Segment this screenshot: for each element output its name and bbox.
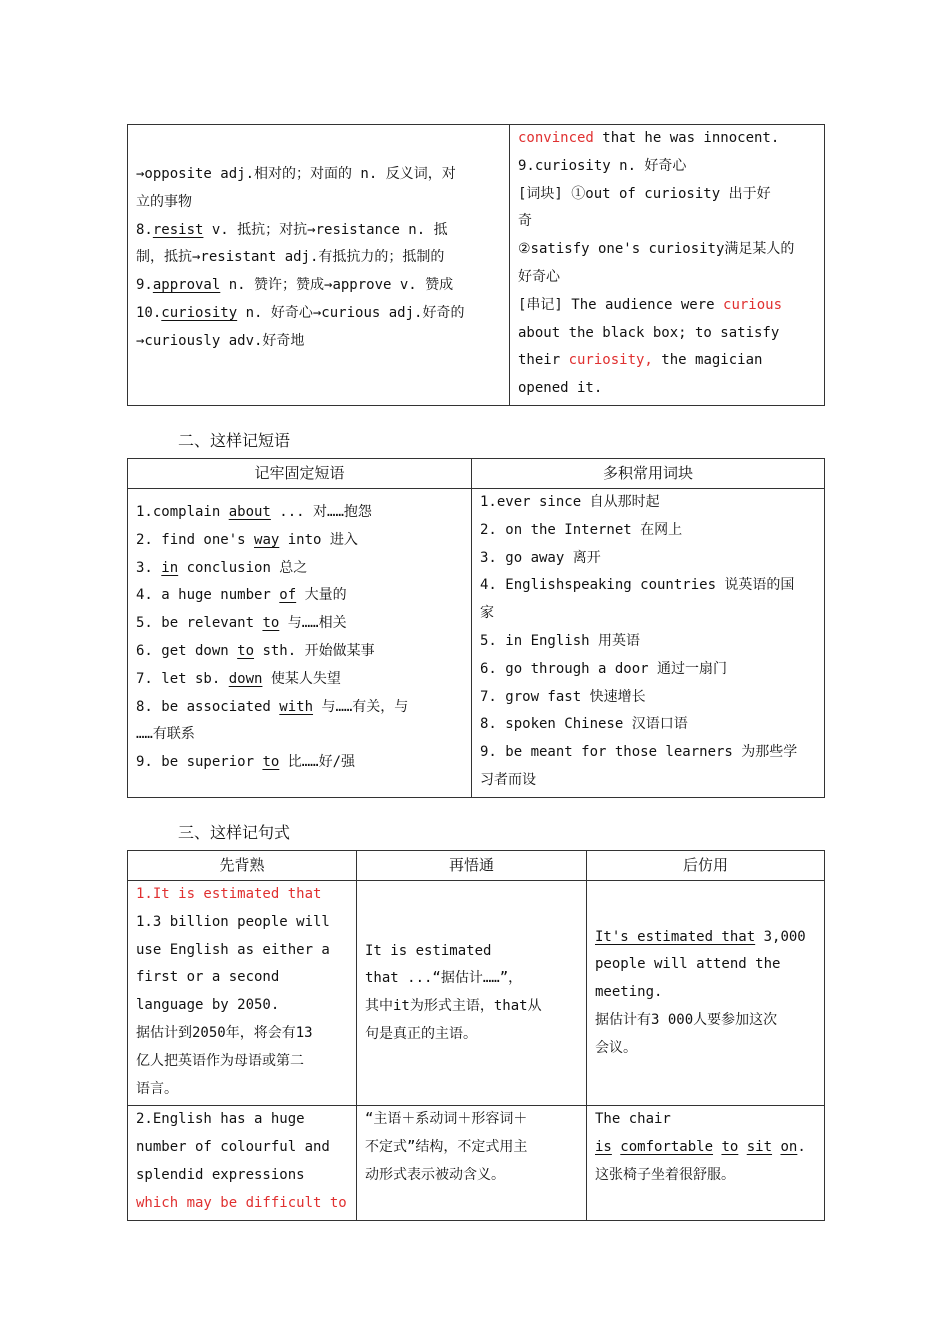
sentence-line: language by 2050. <box>136 997 280 1014</box>
example-line: opened it. <box>518 380 603 397</box>
phrase-text: 6. get down <box>136 642 238 659</box>
chunk-item: 7. grow fast 快速增长 <box>480 688 646 705</box>
phrase-blank: of <box>279 587 297 604</box>
imitation-blank: comfortable <box>620 1139 714 1156</box>
imitation-blank: is <box>595 1139 612 1156</box>
column-header: 先背熟 <box>128 851 357 881</box>
phrase-text: 1.complain <box>136 504 229 520</box>
phrase-text: conclusion 总之 <box>178 559 308 576</box>
phrase-item <box>136 749 463 777</box>
vocab-line: 9.curiosity n. 好奇心 <box>518 157 687 174</box>
explanation-line: “主语＋系动词＋形容词＋ <box>365 1111 528 1128</box>
example-line: [串记] The audience were curious <box>518 296 783 313</box>
imitation-blank: sit <box>746 1139 773 1156</box>
explanation-line: 不定式”结构，不定式用主 <box>365 1139 528 1156</box>
example-line: convinced that he was innocent. <box>518 130 780 146</box>
explanation-line: 句是真正的主语。 <box>365 1025 477 1042</box>
vocab-right-cell <box>510 125 825 406</box>
chunk-item: 6. go through a door 通过一扇门 <box>480 660 728 677</box>
chunk-item: 2. on the Internet 在网上 <box>480 521 683 538</box>
chunk-item: 9. be meant for those learners 为那些学 <box>480 744 798 761</box>
sentence-line: first or a second <box>136 969 280 986</box>
sentence-cell-understand <box>357 881 587 1106</box>
section-title: 二、这样记短语 <box>178 431 291 450</box>
sentence-line: 1.3 billion people will <box>136 913 330 930</box>
phrase-blank: to <box>262 754 280 771</box>
phrase-text: 3. <box>136 559 162 576</box>
column-header: 多积常用词块 <box>472 459 825 489</box>
phrase-text: 使某人失望 <box>262 670 341 687</box>
column-header: 再悟通 <box>357 851 587 881</box>
section-title: 三、这样记句式 <box>178 823 291 842</box>
sentence-cell-understand <box>357 1106 587 1220</box>
chunk-line: 好奇心 <box>518 268 560 285</box>
imitation-line: people will attend the <box>595 956 781 973</box>
phrase-item <box>136 721 463 749</box>
column-header: 记牢固定短语 <box>128 459 472 489</box>
phrase-text: 比……好/强 <box>279 754 356 771</box>
imitation-line: 这张椅子坐着很舒服。 <box>595 1166 735 1183</box>
imitation-blank: to <box>721 1139 739 1156</box>
sentence-line: 语言。 <box>136 1080 178 1097</box>
phrase-item <box>136 499 463 527</box>
phrase-text: 4. a huge number <box>136 587 280 604</box>
phrase-text: 与……有关，与 <box>313 698 409 715</box>
phrase-item <box>136 610 463 638</box>
phrase-blank: way <box>254 531 280 548</box>
chunk-item: 5. in English 用英语 <box>480 632 641 649</box>
phrase-blank: about <box>228 504 271 520</box>
phrase-item <box>136 694 463 722</box>
key-sentence: which may be difficult to <box>136 1194 347 1211</box>
phrase-text: 与……相关 <box>279 615 347 632</box>
phrase-item <box>136 582 463 610</box>
sentence-cell-memorize <box>128 1106 357 1220</box>
phrase-item <box>136 666 463 694</box>
imitation-line: 会议。 <box>595 1039 637 1056</box>
phrase-blank: to <box>237 642 255 659</box>
phrase-text: into 进入 <box>279 531 358 548</box>
chunk-line: 奇 <box>518 213 532 230</box>
phrase-text: 2. find one's <box>136 531 255 548</box>
imitation-line: is comfortable to sit on. <box>595 1139 806 1156</box>
imitation-line: The chair <box>595 1111 671 1128</box>
sentence-lines <box>136 1106 348 1189</box>
phrase-blank: down <box>228 670 263 687</box>
phrase-item <box>136 555 463 583</box>
chunk-item: 8. spoken Chinese 汉语口语 <box>480 716 688 733</box>
example-line: about the black box; to satisfy <box>518 324 780 341</box>
phrase-blank: to <box>262 615 280 632</box>
phrase-text: 大量的 <box>296 587 347 604</box>
phrase-item <box>136 638 463 666</box>
phrase-text: 8. be associated <box>136 698 280 715</box>
vocab-item-resist: 8.resist v. 抵抗；对抗→resistance n. 抵 <box>136 221 448 238</box>
explanation-line: 其中it为形式主语，that从 <box>365 998 542 1015</box>
phrase-text: ... 对……抱怨 <box>270 504 372 520</box>
chunk-line: [词块] ①out of curiosity 出于好 <box>518 185 771 202</box>
chunk-line: ②satisfy one's curiosity满足某人的 <box>518 241 795 258</box>
vocab-line: →opposite adj.相对的；对面的 n. 反义词，对 <box>136 166 456 182</box>
phrase-text: 9. be superior <box>136 754 263 771</box>
explanation-line: 动形式表示被动含义。 <box>365 1166 505 1183</box>
chunk-item: 3. go away 离开 <box>480 549 601 566</box>
vocab-item-curiosity: 10.curiosity n. 好奇心→curious adj.好奇的 <box>136 304 465 321</box>
example-line: their curiosity, the magician <box>518 352 763 369</box>
explanation-line: It is estimated <box>365 942 492 959</box>
sentence-line: 据估计到2050年，将会有13 <box>136 1024 313 1041</box>
sentence-line: 2.English has a huge <box>136 1111 305 1128</box>
vocab-item-approval: 9.approval n. 赞许；赞成→approve v. 赞成 <box>136 277 454 294</box>
sentence-lines <box>136 909 348 1104</box>
phrase-blank: with <box>279 698 314 715</box>
sentence-line: use English as either a <box>136 941 330 958</box>
vocab-table <box>127 124 825 406</box>
imitation-blank: on <box>780 1139 798 1156</box>
vocab-line: 制，抵抗→resistant adj.有抵抗力的；抵制的 <box>136 249 445 266</box>
phrase-text: sth. 开始做某事 <box>254 642 375 659</box>
sentence-table <box>127 850 825 1221</box>
column-header: 后仿用 <box>587 851 825 881</box>
vocab-left-cell <box>128 125 510 406</box>
phrase-blank: in <box>161 559 179 576</box>
imitation-line: It's estimated that 3,000 <box>595 928 806 945</box>
sentence-cell-imitate <box>587 881 825 1106</box>
sentence-line: number of colourful and <box>136 1139 330 1156</box>
vocab-line: →curiously adv.好奇地 <box>136 332 305 349</box>
phrase-text: 5. be relevant <box>136 615 263 632</box>
chunk-item: 1.ever since 自从那时起 <box>480 494 660 510</box>
imitation-line: meeting. <box>595 984 663 1001</box>
explanation-line: that ...“据估计……”， <box>365 970 523 987</box>
imitation-line: 据估计有3 000人要参加这次 <box>595 1012 778 1029</box>
sentence-cell-imitate <box>587 1106 825 1220</box>
phrase-text: ……有联系 <box>136 726 195 743</box>
sentence-line: splendid expressions <box>136 1166 305 1183</box>
key-sentence: 1.It is estimated that <box>136 886 322 902</box>
phrase-table <box>127 458 825 798</box>
phrase-right-cell <box>472 489 825 798</box>
vocab-line: 立的事物 <box>136 193 192 210</box>
sentence-lines <box>365 1106 578 1189</box>
sentence-lines <box>365 938 578 1049</box>
phrase-text: 7. let sb. <box>136 670 229 687</box>
sentence-cell-memorize <box>128 881 357 1106</box>
phrase-item <box>136 527 463 555</box>
sentence-line: 亿人把英语作为母语或第二 <box>136 1052 304 1069</box>
chunk-item: 4. Englishspeaking countries 说英语的国 <box>480 577 795 594</box>
chunk-item: 家 <box>480 605 494 622</box>
sentence-lines <box>595 951 816 1062</box>
phrase-left-cell <box>128 489 472 798</box>
chunk-item: 习者而设 <box>480 771 536 788</box>
